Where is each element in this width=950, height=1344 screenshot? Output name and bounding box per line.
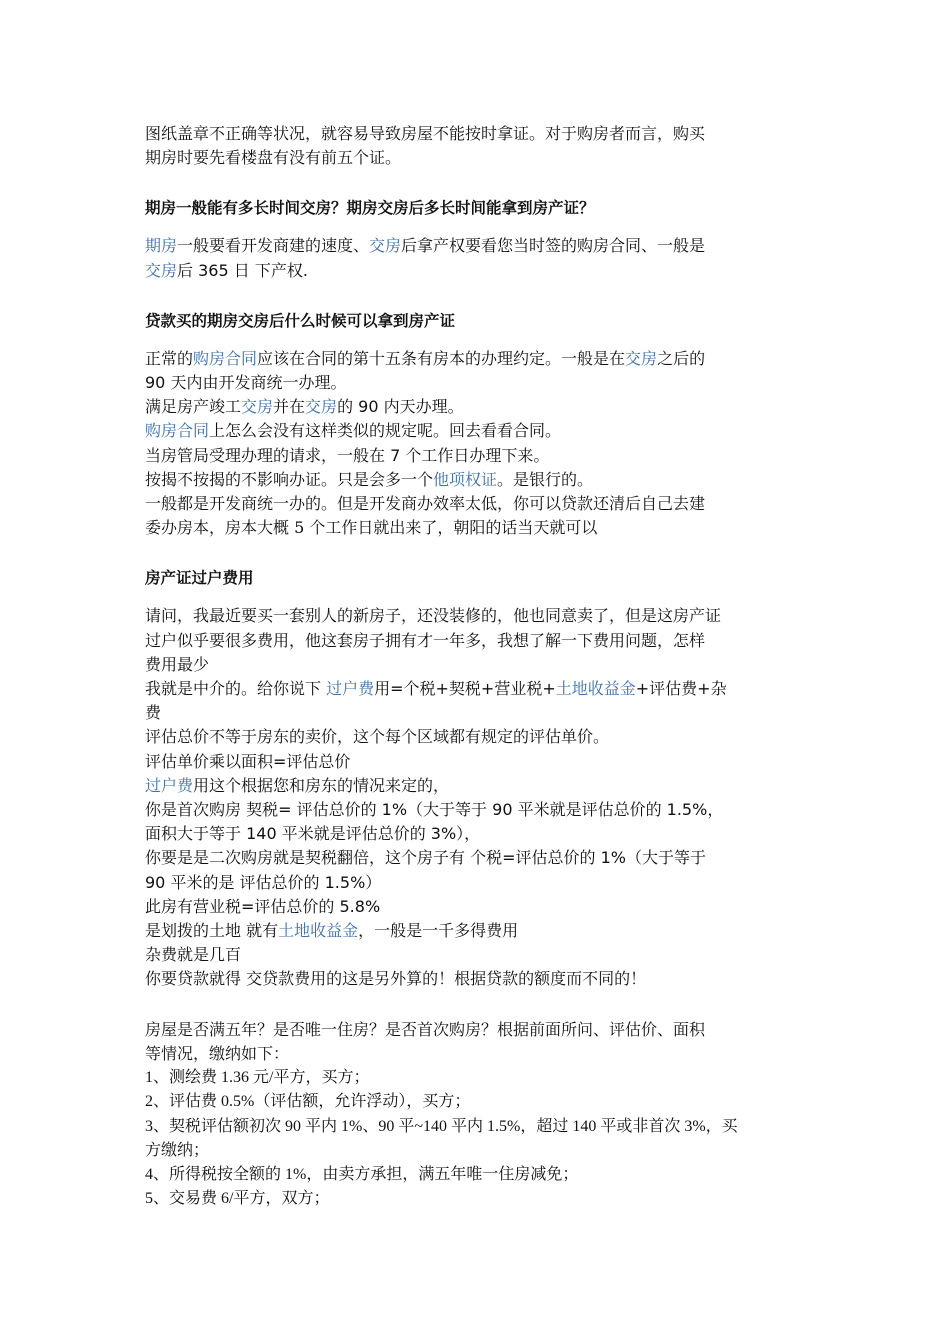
- question-line: 费用最少: [145, 654, 210, 674]
- link-other-rights-certificate[interactable]: 他项权证: [433, 469, 498, 489]
- text-run: ，一般是一千多得费用: [358, 921, 519, 941]
- fee-list-item: 2、评估费 0.5%（评估额，允许浮动），买方；: [145, 1093, 471, 1111]
- fee-list-item: 4、所得税按全额的 1%，由卖方承担，满五年唯一住房减免；: [145, 1165, 579, 1183]
- text-run: 满足房产竣工: [145, 397, 242, 417]
- section-heading-delivery-time: 期房一般能有多长时间交房？期房交房后多长时间能拿到房产证？: [145, 199, 595, 218]
- link-purchase-contract[interactable]: 购房合同: [193, 348, 258, 368]
- answer-line: [145, 677, 813, 701]
- paragraph-line: [145, 347, 813, 371]
- paragraph-line: 90 天内由开发商统一办理。: [145, 373, 347, 393]
- link-jiaofang[interactable]: 交房: [369, 236, 402, 256]
- link-transfer-fee[interactable]: 过户费: [145, 775, 194, 795]
- paragraph-line: [145, 468, 813, 492]
- fee-list-item: 1、测绘费 1.36 元/平方，买方；: [145, 1069, 370, 1087]
- document-page: [145, 122, 813, 1211]
- fee-list-item: 5、交易费 6/平方，双方；: [145, 1190, 330, 1208]
- intro-line-2: 期房时要先看楼盘有没有前五个证。: [145, 148, 402, 168]
- paragraph-line: 一般都是开发商统一办的。但是开发商办效率太低，你可以贷款还清后自己去建: [145, 494, 706, 514]
- link-jiaofang[interactable]: 交房: [241, 397, 274, 417]
- question-line: 过户似乎要很多费用，他这套房子拥有才一年多，我想了解一下费用问题，怎样: [145, 630, 706, 650]
- fee-intro-line: 等情况，缴纳如下：: [145, 1043, 290, 1063]
- intro-line-1: 图纸盖章不正确等状况，就容易导致房屋不能按时拿证。对于购房者而言，购买: [145, 124, 706, 143]
- question-line: 请问，我最近要买一套别人的新房子，还没装修的，他也同意卖了，但是这房产证: [145, 606, 722, 626]
- answer-line: 评估单价乘以面积=评估总价: [145, 751, 351, 771]
- answer-line: [145, 774, 813, 798]
- link-land-revenue[interactable]: 土地收益金: [555, 679, 636, 699]
- link-land-revenue[interactable]: 土地收益金: [278, 921, 359, 941]
- link-qifang[interactable]: 期房: [145, 236, 178, 256]
- fee-list-item: 3、契税评估额初次 90 平内 1%、90 平~140 平内 1.5%，超过 140 平或非首次 3%，买: [145, 1117, 738, 1135]
- link-jiaofang[interactable]: 交房: [145, 260, 178, 280]
- text-run: 的 90 内天办理。: [337, 397, 464, 417]
- link-jiaofang[interactable]: 交房: [625, 348, 658, 368]
- answer-line: 杂费就是几百: [145, 945, 242, 965]
- text-run: 。是银行的。: [497, 469, 594, 489]
- link-purchase-contract[interactable]: 购房合同: [145, 421, 210, 441]
- text-run: 应该在合同的第十五条有房本的办理约定。一般是在: [257, 348, 626, 368]
- answer-line: [145, 919, 813, 943]
- paragraph-line: 当房管局受理办理的请求，一般在 7 个工作日办理下来。: [145, 445, 550, 465]
- text-run: 我就是中介的。给你说下: [145, 679, 327, 699]
- section-heading-transfer-fees: 房产证过户费用: [145, 569, 254, 588]
- text-run: 一般要看开发商建的速度、: [177, 236, 370, 256]
- fee-list-item: 方缴纳；: [145, 1141, 210, 1159]
- paragraph-line: [145, 259, 813, 283]
- section-heading-loan-certificate: 贷款买的期房交房后什么时候可以拿到房产证: [145, 311, 456, 330]
- paragraph-line: [145, 234, 813, 258]
- text-run: 并在: [273, 397, 306, 417]
- paragraph-line: [145, 395, 813, 419]
- text-run: 后 365 日 下产权.: [177, 260, 308, 280]
- text-run: 是划拨的土地 就有: [145, 921, 279, 941]
- answer-line: 面积大于等于 140 平米就是评估总价的 3%），: [145, 824, 481, 844]
- answer-line: 你要是是二次购房就是契税翻倍，这个房子有 个税=评估总价的 1%（大于等于: [145, 848, 706, 868]
- answer-line: 费: [145, 703, 162, 723]
- text-run: 后拿产权要看您当时签的购房合同、一般是: [401, 236, 706, 256]
- text-run: 正常的: [145, 348, 194, 368]
- text-run: +评估费+杂: [635, 679, 727, 699]
- link-jiaofang[interactable]: 交房: [305, 397, 338, 417]
- fee-intro-line: 房屋是否满五年？是否唯一住房？是否首次购房？根据前面所问、评估价、面积: [145, 1019, 706, 1039]
- text-run: 之后的: [657, 348, 706, 368]
- text-run: 上怎么会没有这样类似的规定呢。回去看看合同。: [209, 421, 562, 441]
- answer-line: 此房有营业税=评估总价的 5.8%: [145, 896, 381, 916]
- answer-line: 你要贷款就得 交贷款费用的这是另外算的！根据贷款的额度而不同的！: [145, 969, 647, 989]
- answer-line: 90 平米的是 评估总价的 1.5%）: [145, 872, 382, 892]
- paragraph-line: [145, 419, 813, 443]
- answer-line: 你是首次购房 契税= 评估总价的 1%（大于等于 90 平米就是评估总价的 1.5%，: [145, 800, 724, 820]
- paragraph-line: 委办房本，房本大概 5 个工作日就出来了，朝阳的话当天就可以: [145, 518, 598, 538]
- text-run: 用=个税+契税+营业税+: [374, 679, 556, 699]
- link-transfer-fee[interactable]: 过户费: [326, 679, 375, 699]
- answer-line: 评估总价不等于房东的卖价，这个每个区域都有规定的评估单价。: [145, 727, 610, 747]
- text-run: 按揭不按揭的不影响办证。只是会多一个: [145, 469, 434, 489]
- text-run: 用这个根据您和房东的情况来定的，: [193, 775, 450, 795]
